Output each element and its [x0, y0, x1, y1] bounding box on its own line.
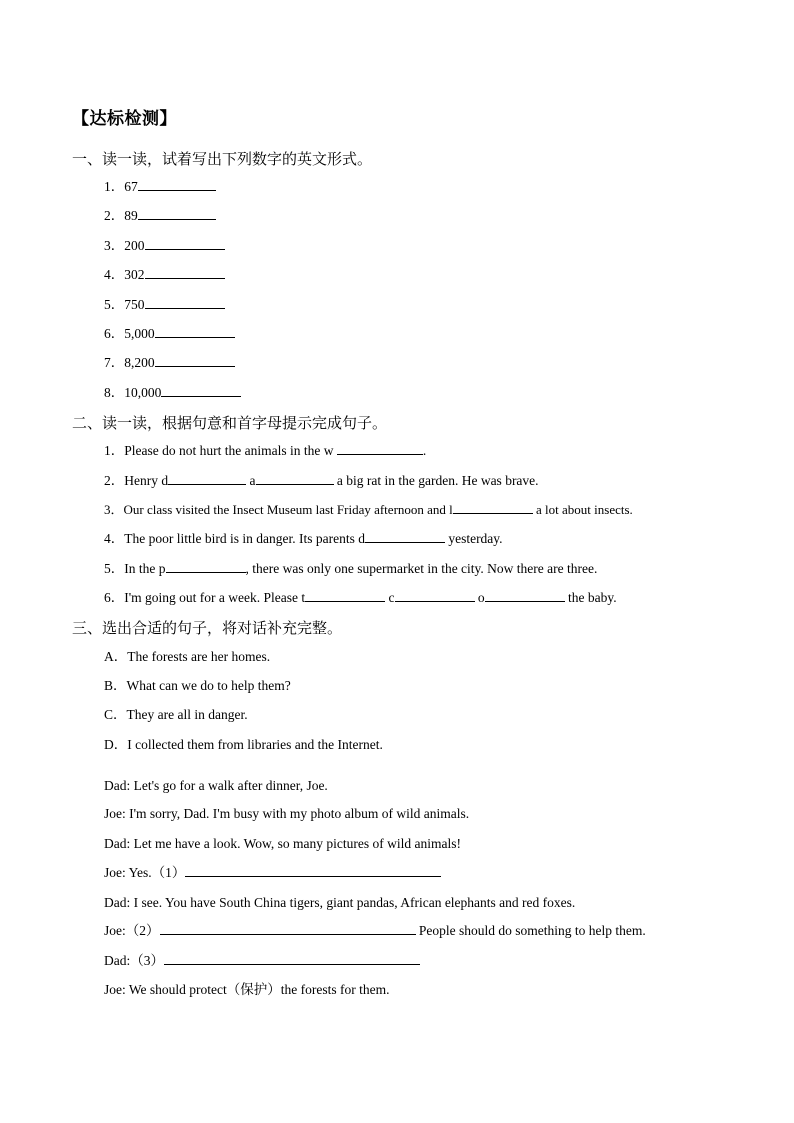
answer-blank[interactable] [138, 177, 216, 191]
list-item: 1．67 [104, 177, 216, 197]
list-item: 3．Our class visited the Insect Museum last Friday afternoon and l a lot about insects. [104, 502, 633, 517]
list-item: 7．8,200 [104, 353, 235, 373]
list-item: 5．750 [104, 295, 225, 315]
page-title: 【达标检测】 [72, 109, 177, 129]
dialogue-line: Dad: Let me have a look. Wow, so many pictures of wild animals! [104, 836, 461, 851]
list-item: 6．I'm going out for a week. Please t c o the baby. [104, 590, 617, 605]
section-3-heading: 三、选出合适的句子，将对话补充完整。 [72, 619, 343, 637]
answer-blank[interactable] [256, 471, 334, 485]
dialogue-line: Dad: Let's go for a walk after dinner, Joe. [104, 778, 328, 793]
option-item: A．The forests are her homes. [104, 649, 271, 664]
dialogue-line: Dad: I see. You have South China tigers, giant pandas, African elephants and red foxes. [104, 895, 576, 910]
answer-blank[interactable] [160, 921, 416, 935]
answer-blank[interactable] [453, 500, 533, 514]
answer-blank[interactable] [185, 863, 441, 877]
list-item: 4．302 [104, 265, 225, 285]
answer-blank[interactable] [145, 236, 225, 250]
dialogue-line: Joe: I'm sorry, Dad. I'm busy with my photo album of wild animals. [104, 806, 470, 821]
list-item: 1．Please do not hurt the animals in the w . [104, 443, 427, 458]
dialogue-line: Joe: We should protect（保护）the forests for them. [104, 982, 390, 997]
section-2-heading: 二、读一读，根据句意和首字母提示完成句子。 [72, 414, 388, 432]
answer-blank[interactable] [305, 588, 385, 602]
answer-blank[interactable] [161, 383, 241, 397]
answer-blank[interactable] [145, 265, 225, 279]
option-item: B．What can we do to help them? [104, 678, 291, 693]
answer-blank[interactable] [155, 353, 235, 367]
answer-blank[interactable] [155, 324, 235, 338]
answer-blank[interactable] [337, 441, 423, 455]
section-1-heading: 一、读一读，试着写出下列数字的英文形式。 [72, 150, 373, 168]
list-item: 2．89 [104, 206, 216, 226]
list-item: 6．5,000 [104, 324, 235, 344]
list-item: 4．The poor little bird is in danger. Its parents d yesterday. [104, 531, 503, 546]
answer-blank[interactable] [365, 529, 445, 543]
dialogue-line: Dad:（3） [104, 951, 420, 971]
option-item: C．They are all in danger. [104, 707, 248, 722]
list-item: 8．10,000 [104, 383, 241, 403]
answer-blank[interactable] [164, 951, 420, 965]
dialogue-line: Joe:（2） People should do something to help them. [104, 923, 646, 938]
answer-blank[interactable] [485, 588, 565, 602]
answer-blank[interactable] [145, 295, 225, 309]
answer-blank[interactable] [166, 559, 246, 573]
option-item: D．I collected them from libraries and the Internet. [104, 737, 383, 752]
list-item: 3．200 [104, 236, 225, 256]
dialogue-line: Joe: Yes.（1） [104, 863, 441, 883]
list-item: 5．In the p , there was only one supermarket in the city. Now there are three. [104, 561, 598, 576]
answer-blank[interactable] [395, 588, 475, 602]
answer-blank[interactable] [168, 471, 246, 485]
answer-blank[interactable] [138, 206, 216, 220]
list-item: 2．Henry d a a big rat in the garden. He was brave. [104, 473, 539, 488]
